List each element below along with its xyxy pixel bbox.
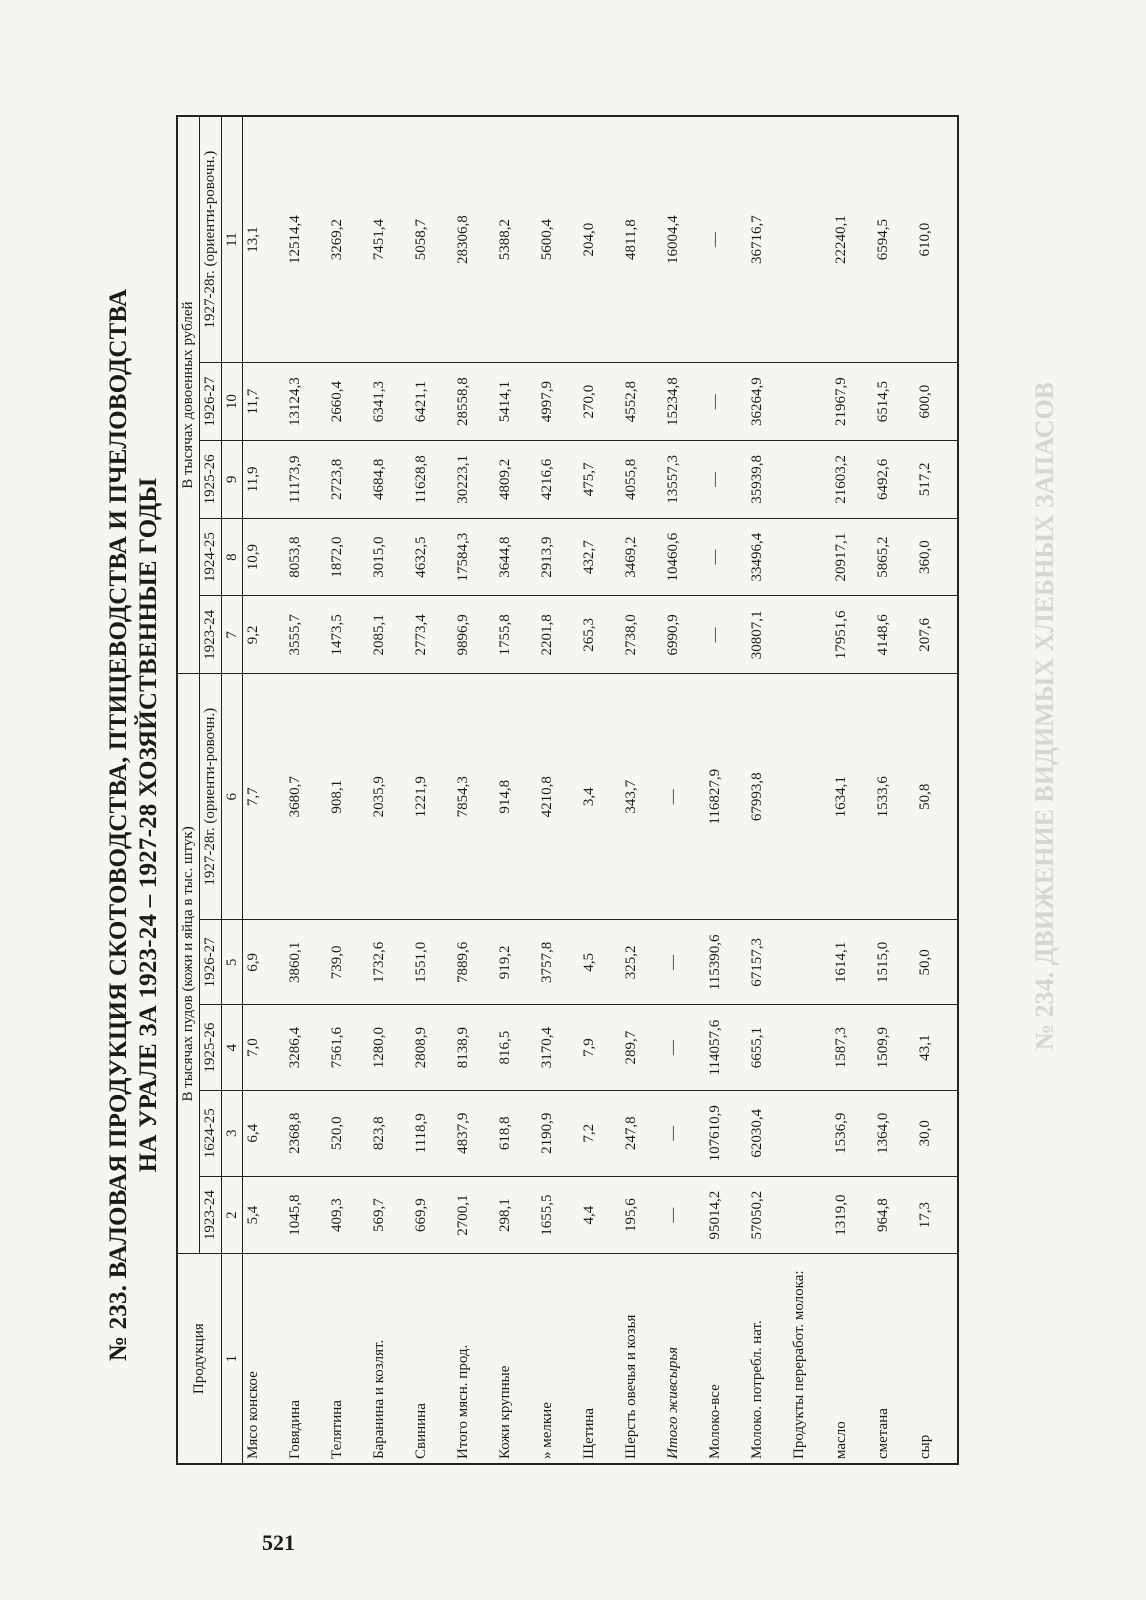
table-cell: 12514,4 bbox=[285, 116, 327, 363]
table-cell: 4055,8 bbox=[621, 440, 663, 518]
table-cell: 17951,6 bbox=[831, 596, 873, 674]
table-cell: 30,0 bbox=[915, 1090, 958, 1176]
table-cell: — bbox=[663, 1176, 705, 1254]
table-cell: 50,8 bbox=[915, 674, 958, 920]
table-cell: 600,0 bbox=[915, 363, 958, 441]
table-cell: 1614,1 bbox=[831, 920, 873, 1005]
table-cell: 4809,2 bbox=[495, 440, 537, 518]
table-cell: 30223,1 bbox=[453, 440, 495, 518]
table-cell: 3,4 bbox=[579, 674, 621, 920]
table-cell: 6492,6 bbox=[873, 440, 915, 518]
column-number: 3 bbox=[222, 1090, 243, 1176]
table-cell: 43,1 bbox=[915, 1005, 958, 1090]
row-label: Молоко-все bbox=[705, 1254, 747, 1464]
table-cell: 569,7 bbox=[369, 1176, 411, 1254]
table-cell: 618,8 bbox=[495, 1090, 537, 1176]
table-cell: 289,7 bbox=[621, 1005, 663, 1090]
table-cell: 7,0 bbox=[243, 1005, 286, 1090]
table-cell: 11173,9 bbox=[285, 440, 327, 518]
table-cell: 1118,9 bbox=[411, 1090, 453, 1176]
row-label: Говядина bbox=[285, 1254, 327, 1464]
title-line-2: НА УРАЛЕ ЗА 1923-24 – 1927-28 ХОЗЯЙСТВЕННЫЕ ГОДЫ bbox=[135, 477, 162, 1173]
row-label: сыр bbox=[915, 1254, 958, 1464]
column-number: 9 bbox=[222, 440, 243, 518]
table-cell: 10460,6 bbox=[663, 518, 705, 596]
table-cell: 2368,8 bbox=[285, 1090, 327, 1176]
column-number: 7 bbox=[222, 596, 243, 674]
row-label: масло bbox=[831, 1254, 873, 1464]
table-cell: 4216,6 bbox=[537, 440, 579, 518]
table-cell: 3555,7 bbox=[285, 596, 327, 674]
table-cell bbox=[789, 596, 831, 674]
row-label: Баранина и козлят. bbox=[369, 1254, 411, 1464]
table-cell: 36716,7 bbox=[747, 116, 789, 363]
table-row bbox=[453, 116, 495, 1464]
table-cell: 28306,8 bbox=[453, 116, 495, 363]
row-label: » мелкие bbox=[537, 1254, 579, 1464]
header-year: 1927-28г. (ориенти-ровочн.) bbox=[200, 116, 222, 363]
table-row bbox=[705, 116, 747, 1464]
row-label: Телятина bbox=[327, 1254, 369, 1464]
table-cell: 1473,5 bbox=[327, 596, 369, 674]
header-year: 1624-25 bbox=[200, 1090, 222, 1176]
table-cell: — bbox=[705, 518, 747, 596]
table-cell: 2913,9 bbox=[537, 518, 579, 596]
table-cell: 3757,8 bbox=[537, 920, 579, 1005]
table-row bbox=[369, 116, 411, 1464]
table-cell: 1536,9 bbox=[831, 1090, 873, 1176]
table-cell: 1634,1 bbox=[831, 674, 873, 920]
table-row bbox=[537, 116, 579, 1464]
table-cell bbox=[789, 1090, 831, 1176]
table-cell: 2085,1 bbox=[369, 596, 411, 674]
table-cell: 114057,6 bbox=[705, 1005, 747, 1090]
row-label: Продукты переработ. молока: bbox=[789, 1254, 831, 1464]
table-cell: 195,6 bbox=[621, 1176, 663, 1254]
table-row bbox=[663, 116, 705, 1464]
table-cell: 5,4 bbox=[243, 1176, 286, 1254]
table-body bbox=[243, 116, 959, 1464]
column-number: 10 bbox=[222, 363, 243, 441]
table-cell: 5600,4 bbox=[537, 116, 579, 363]
table-cell: 7451,4 bbox=[369, 116, 411, 363]
table-cell: 6,4 bbox=[243, 1090, 286, 1176]
table-cell: 1872,0 bbox=[327, 518, 369, 596]
header-group-poods: В тысячах пудов (кожи и яйца в тыс. штук) bbox=[177, 674, 200, 1254]
table-cell: 6,9 bbox=[243, 920, 286, 1005]
table-cell: 7889,6 bbox=[453, 920, 495, 1005]
table-cell bbox=[789, 1176, 831, 1254]
table-cell: — bbox=[705, 440, 747, 518]
table-cell: 265,3 bbox=[579, 596, 621, 674]
header-year: 1923-24 bbox=[200, 596, 222, 674]
table-cell: 4210,8 bbox=[537, 674, 579, 920]
table-cell: 62030,4 bbox=[747, 1090, 789, 1176]
table-cell: 4811,8 bbox=[621, 116, 663, 363]
column-number: 4 bbox=[222, 1005, 243, 1090]
table-cell: 7,9 bbox=[579, 1005, 621, 1090]
table-cell: 739,0 bbox=[327, 920, 369, 1005]
table-cell: 2723,8 bbox=[327, 440, 369, 518]
table-cell bbox=[789, 518, 831, 596]
row-label: Итого мясн. прод. bbox=[453, 1254, 495, 1464]
table-cell: 2035,9 bbox=[369, 674, 411, 920]
table-cell: 432,7 bbox=[579, 518, 621, 596]
table-cell: 21603,2 bbox=[831, 440, 873, 518]
table-cell: 3860,1 bbox=[285, 920, 327, 1005]
table-cell: 4837,9 bbox=[453, 1090, 495, 1176]
column-number: 11 bbox=[222, 116, 243, 363]
table-cell bbox=[789, 1005, 831, 1090]
table-cell: 6421,1 bbox=[411, 363, 453, 441]
table-cell bbox=[789, 674, 831, 920]
table-cell: 517,2 bbox=[915, 440, 958, 518]
table-cell: 7854,3 bbox=[453, 674, 495, 920]
table-cell: 3170,4 bbox=[537, 1005, 579, 1090]
table-row bbox=[789, 116, 831, 1464]
column-number: 5 bbox=[222, 920, 243, 1005]
table-cell: 57050,2 bbox=[747, 1176, 789, 1254]
header-year: 1927-28г. (ориенти-ровочн.) bbox=[200, 674, 222, 920]
table-cell: 1364,0 bbox=[873, 1090, 915, 1176]
table-cell: 10,9 bbox=[243, 518, 286, 596]
table-cell: 1533,6 bbox=[873, 674, 915, 920]
table-cell: 1221,9 bbox=[411, 674, 453, 920]
table-row bbox=[831, 116, 873, 1464]
table-cell: — bbox=[705, 116, 747, 363]
table-cell: 67993,8 bbox=[747, 674, 789, 920]
table-cell: — bbox=[663, 674, 705, 920]
table-cell: 2773,4 bbox=[411, 596, 453, 674]
table-row bbox=[873, 116, 915, 1464]
table-cell: 919,2 bbox=[495, 920, 537, 1005]
table-cell: 8053,8 bbox=[285, 518, 327, 596]
table-cell: 2700,1 bbox=[453, 1176, 495, 1254]
table-cell: — bbox=[663, 1005, 705, 1090]
table-cell: 21967,9 bbox=[831, 363, 873, 441]
table-cell: 13557,3 bbox=[663, 440, 705, 518]
table-cell: 4997,9 bbox=[537, 363, 579, 441]
table-title bbox=[104, 115, 164, 1535]
table-cell: 11,9 bbox=[243, 440, 286, 518]
column-number: 8 bbox=[222, 518, 243, 596]
row-label: Шерсть овечья и козья bbox=[621, 1254, 663, 1464]
table-cell: 50,0 bbox=[915, 920, 958, 1005]
table-cell: 1045,8 bbox=[285, 1176, 327, 1254]
header-year: 1926-27 bbox=[200, 363, 222, 441]
header-year: 1925-26 bbox=[200, 1005, 222, 1090]
table-cell: 9896,9 bbox=[453, 596, 495, 674]
table-cell: 67157,3 bbox=[747, 920, 789, 1005]
table-cell: 1655,5 bbox=[537, 1176, 579, 1254]
table-cell: 6514,5 bbox=[873, 363, 915, 441]
title-line-1: № 233. ВАЛОВАЯ ПРОДУКЦИЯ СКОТОВОДСТВА, ПТИЦЕВОДСТВА И ПЧЕЛОВОДСТВА bbox=[105, 288, 132, 1362]
table-cell: 8138,9 bbox=[453, 1005, 495, 1090]
header-year: 1925-26 bbox=[200, 440, 222, 518]
table-cell: 5414,1 bbox=[495, 363, 537, 441]
table-cell: 247,8 bbox=[621, 1090, 663, 1176]
table-cell: 520,0 bbox=[327, 1090, 369, 1176]
table-cell: 11,7 bbox=[243, 363, 286, 441]
table-row bbox=[621, 116, 663, 1464]
table-cell: 1509,9 bbox=[873, 1005, 915, 1090]
table-cell: 28558,8 bbox=[453, 363, 495, 441]
row-label: Кожи крупные bbox=[495, 1254, 537, 1464]
table-cell: 1732,6 bbox=[369, 920, 411, 1005]
table-cell: 17584,3 bbox=[453, 518, 495, 596]
table-row bbox=[285, 116, 327, 1464]
table-cell: 4684,8 bbox=[369, 440, 411, 518]
table-cell: 6594,5 bbox=[873, 116, 915, 363]
table-cell: 6655,1 bbox=[747, 1005, 789, 1090]
header-year: 1923-24 bbox=[200, 1176, 222, 1254]
table-cell: 204,0 bbox=[579, 116, 621, 363]
table-cell: 4148,6 bbox=[873, 596, 915, 674]
table-row bbox=[327, 116, 369, 1464]
table-cell: — bbox=[705, 363, 747, 441]
table-cell: 2808,9 bbox=[411, 1005, 453, 1090]
table-cell: 95014,2 bbox=[705, 1176, 747, 1254]
table-cell: — bbox=[705, 596, 747, 674]
column-number: 2 bbox=[222, 1176, 243, 1254]
table-cell: 3469,2 bbox=[621, 518, 663, 596]
table-cell: 964,8 bbox=[873, 1176, 915, 1254]
table-row bbox=[411, 116, 453, 1464]
row-label: Щетина bbox=[579, 1254, 621, 1464]
table-cell: 1587,3 bbox=[831, 1005, 873, 1090]
table-cell: 914,8 bbox=[495, 674, 537, 920]
header-year: 1926-27 bbox=[200, 920, 222, 1005]
table-cell: 9,2 bbox=[243, 596, 286, 674]
table-cell: 7,2 bbox=[579, 1090, 621, 1176]
table-cell: 2660,4 bbox=[327, 363, 369, 441]
table-cell bbox=[789, 440, 831, 518]
table-cell: 7561,6 bbox=[327, 1005, 369, 1090]
table-cell: 3644,8 bbox=[495, 518, 537, 596]
table-cell: 13,1 bbox=[243, 116, 286, 363]
table-cell: 1319,0 bbox=[831, 1176, 873, 1254]
table-cell bbox=[789, 920, 831, 1005]
table-cell: 6990,9 bbox=[663, 596, 705, 674]
table-cell: 5388,2 bbox=[495, 116, 537, 363]
header-product: Продукция bbox=[177, 1254, 222, 1464]
table-cell bbox=[789, 363, 831, 441]
table-cell: 270,0 bbox=[579, 363, 621, 441]
table-cell: 13124,3 bbox=[285, 363, 327, 441]
table-cell: 1515,0 bbox=[873, 920, 915, 1005]
table-cell: 4552,8 bbox=[621, 363, 663, 441]
table-cell: 2738,0 bbox=[621, 596, 663, 674]
table-row bbox=[243, 116, 286, 1464]
table-cell: 325,2 bbox=[621, 920, 663, 1005]
table-cell: — bbox=[663, 1090, 705, 1176]
table-cell: 343,7 bbox=[621, 674, 663, 920]
table-cell: 15234,8 bbox=[663, 363, 705, 441]
table-cell: 1551,0 bbox=[411, 920, 453, 1005]
bleed-through-heading: № 234. ДВИЖЕНИЕ ВИДИМЫХ ХЛЕБНЫХ ЗАПАСОВ bbox=[1030, 381, 1059, 1050]
table-cell: 116827,9 bbox=[705, 674, 747, 920]
row-label: Мясо конское bbox=[243, 1254, 286, 1464]
table-row bbox=[747, 116, 789, 1464]
header-group-rubles: В тысячах довоенных рублей bbox=[177, 116, 200, 674]
table-cell: 1280,0 bbox=[369, 1005, 411, 1090]
table-cell: 3680,7 bbox=[285, 674, 327, 920]
column-number: 1 bbox=[222, 1254, 243, 1464]
table-cell: 3286,4 bbox=[285, 1005, 327, 1090]
production-table bbox=[176, 115, 959, 1465]
table-row bbox=[915, 116, 958, 1464]
row-label: Молоко. потребл. нат. bbox=[747, 1254, 789, 1464]
table-cell: 409,3 bbox=[327, 1176, 369, 1254]
table-cell: 360,0 bbox=[915, 518, 958, 596]
table-cell: 30807,1 bbox=[747, 596, 789, 674]
table-cell: 816,5 bbox=[495, 1005, 537, 1090]
table-cell: 20917,1 bbox=[831, 518, 873, 596]
table-cell: 207,6 bbox=[915, 596, 958, 674]
table-cell: 115390,6 bbox=[705, 920, 747, 1005]
rotated-table-page bbox=[100, 115, 1010, 1535]
table-cell: 4,4 bbox=[579, 1176, 621, 1254]
table-cell: 2201,8 bbox=[537, 596, 579, 674]
table-cell: 3269,2 bbox=[327, 116, 369, 363]
row-label: Итого живсырья bbox=[663, 1254, 705, 1464]
table-cell: 298,1 bbox=[495, 1176, 537, 1254]
table-cell: 475,7 bbox=[579, 440, 621, 518]
table-row bbox=[579, 116, 621, 1464]
table-cell: 669,9 bbox=[411, 1176, 453, 1254]
table-cell: 4,5 bbox=[579, 920, 621, 1005]
table-cell: 2190,9 bbox=[537, 1090, 579, 1176]
table-cell: 33496,4 bbox=[747, 518, 789, 596]
header-year: 1924-25 bbox=[200, 518, 222, 596]
table-cell: 1755,8 bbox=[495, 596, 537, 674]
table-cell: 3015,0 bbox=[369, 518, 411, 596]
table-cell: 16004,4 bbox=[663, 116, 705, 363]
table-cell: 908,1 bbox=[327, 674, 369, 920]
table-cell: 17,3 bbox=[915, 1176, 958, 1254]
table-cell: 107610,9 bbox=[705, 1090, 747, 1176]
table-cell: 4632,5 bbox=[411, 518, 453, 596]
table-cell: 22240,1 bbox=[831, 116, 873, 363]
table-cell: 5865,2 bbox=[873, 518, 915, 596]
page-number: 521 bbox=[262, 1530, 295, 1555]
table-cell: 36264,9 bbox=[747, 363, 789, 441]
table-cell: 11628,8 bbox=[411, 440, 453, 518]
table-cell: 7,7 bbox=[243, 674, 286, 920]
row-label: Свинина bbox=[411, 1254, 453, 1464]
table-row bbox=[495, 116, 537, 1464]
table-cell: 35939,8 bbox=[747, 440, 789, 518]
table-cell: — bbox=[663, 920, 705, 1005]
table-cell: 6341,3 bbox=[369, 363, 411, 441]
row-label: сметана bbox=[873, 1254, 915, 1464]
table-cell: 5058,7 bbox=[411, 116, 453, 363]
table-cell bbox=[789, 116, 831, 363]
column-number: 6 bbox=[222, 674, 243, 920]
table-cell: 823,8 bbox=[369, 1090, 411, 1176]
table-cell: 610,0 bbox=[915, 116, 958, 363]
